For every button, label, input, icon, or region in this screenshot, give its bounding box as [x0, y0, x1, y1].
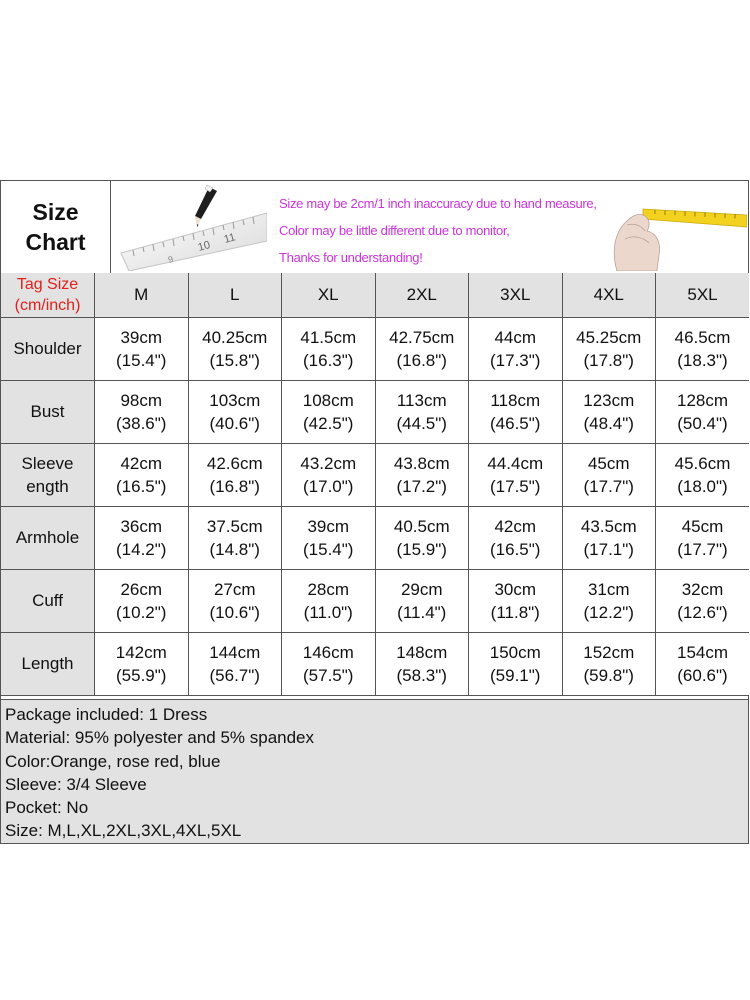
cm-value: 146cm	[302, 642, 354, 662]
inch-value: (11.8")	[490, 602, 540, 622]
cm-value: 39cm	[307, 516, 350, 536]
measurement-cell	[656, 443, 750, 506]
chart-title	[1, 181, 111, 273]
measurement-label: Armhole	[1, 506, 95, 569]
measurement-cell	[469, 443, 563, 506]
info-line: Pocket: No	[5, 798, 89, 818]
cm-value: 41.5cm	[300, 327, 357, 347]
cm-value: 43.8cm	[393, 453, 450, 473]
ruler-number-9: 9	[166, 253, 175, 265]
cm-value: 128cm	[676, 390, 729, 410]
measurement-label: Length	[1, 632, 95, 695]
measurement-cell	[282, 632, 376, 695]
cm-value: 118cm	[490, 390, 541, 410]
cm-value: 39cm	[120, 327, 163, 347]
inch-value: (17.1")	[583, 539, 634, 559]
measurement-label	[1, 443, 95, 506]
ruler-number-11: 11	[222, 231, 237, 246]
inch-value: (59.8")	[583, 665, 634, 685]
cm-value: 45.25cm	[576, 327, 642, 347]
inch-value: (42.5")	[303, 413, 354, 433]
size-header-cell: 5XL	[656, 273, 750, 317]
measurement-cell	[282, 506, 376, 569]
chart-header	[1, 181, 748, 274]
measurement-cell	[656, 380, 750, 443]
cm-value: 31cm	[587, 579, 630, 599]
measurement-row	[1, 317, 749, 380]
measurement-cell	[656, 569, 750, 632]
cm-value: 37.5cm	[206, 516, 263, 536]
tag-size-line2: (cm/inch)	[14, 296, 81, 314]
measurement-cell	[562, 380, 656, 443]
measurement-cell	[188, 380, 282, 443]
inch-value: (60.6")	[677, 665, 728, 685]
measurement-cell	[95, 632, 189, 695]
cm-value: 113cm	[396, 390, 447, 410]
measurement-cell	[188, 569, 282, 632]
cm-value: 42.6cm	[206, 453, 263, 473]
measurement-cell	[95, 443, 189, 506]
inch-value: (46.5")	[490, 413, 541, 433]
info-line: Material: 95% polyester and 5% spandex	[5, 728, 315, 748]
measurement-cell	[469, 317, 563, 380]
measurement-cell	[188, 317, 282, 380]
cm-value: 98cm	[120, 390, 163, 410]
pencil-icon	[195, 185, 217, 227]
inch-value: (55.9")	[116, 665, 167, 685]
cm-value: 42cm	[120, 453, 163, 473]
cm-value: 28cm	[307, 579, 350, 599]
inch-value: (17.8")	[583, 350, 634, 370]
inch-value: (11.0")	[303, 602, 353, 622]
inch-value: (11.4")	[397, 602, 447, 622]
measurement-cell	[562, 317, 656, 380]
size-chart	[0, 180, 749, 844]
measurement-row	[1, 506, 749, 569]
cm-value: 108cm	[302, 390, 354, 410]
measurement-cell	[562, 506, 656, 569]
inch-value: (10.2")	[116, 602, 167, 622]
inch-value: (15.4")	[303, 539, 354, 559]
cm-value: 43.5cm	[580, 516, 637, 536]
measurement-notes	[279, 195, 597, 276]
size-header-cell: L	[188, 273, 282, 317]
size-header-cell: 2XL	[375, 273, 469, 317]
pencil-ruler-icon	[117, 183, 267, 271]
cm-value: 103cm	[209, 390, 261, 410]
measurement-cell	[282, 380, 376, 443]
size-header-cell: 3XL	[469, 273, 563, 317]
measurement-cell	[469, 569, 563, 632]
inch-value: (12.2")	[583, 602, 634, 622]
inch-value: (17.7")	[583, 476, 634, 496]
inch-value: (14.8")	[209, 539, 260, 559]
cm-value: 123cm	[583, 390, 635, 410]
cm-value: 45.6cm	[674, 453, 731, 473]
measurement-label: Cuff	[1, 569, 95, 632]
measurement-cell	[95, 317, 189, 380]
measurement-cell	[375, 380, 469, 443]
measurement-cell	[188, 443, 282, 506]
measurement-cell	[282, 317, 376, 380]
inch-value: (57.5")	[303, 665, 354, 685]
inch-value: (38.6")	[116, 413, 167, 433]
measurement-cell	[375, 569, 469, 632]
cm-value: 36cm	[120, 516, 163, 536]
inch-value: (16.3")	[303, 350, 354, 370]
cm-value: 27cm	[213, 579, 256, 599]
inch-value: (17.2")	[396, 476, 447, 496]
inch-value: (14.2")	[116, 539, 167, 559]
inch-value: (16.5")	[116, 476, 167, 496]
measurement-label-line1: Sleeve	[21, 453, 74, 473]
cm-value: 42.75cm	[389, 327, 455, 347]
measurement-cell	[282, 443, 376, 506]
inch-value: (16.8")	[396, 350, 447, 370]
inch-value: (40.6")	[209, 413, 260, 433]
info-line: Package included: 1 Dress	[5, 705, 208, 724]
cm-value: 26cm	[120, 579, 163, 599]
inch-value: (48.4")	[583, 413, 634, 433]
measurement-cell	[95, 506, 189, 569]
ruler-number-10: 10	[196, 239, 212, 254]
cm-value: 154cm	[676, 642, 729, 662]
size-header-row	[1, 273, 749, 317]
measurement-cell	[562, 632, 656, 695]
inch-value: (18.3")	[677, 350, 728, 370]
inch-value: (59.1")	[490, 665, 541, 685]
inch-value: (10.6")	[209, 602, 260, 622]
cm-value: 45cm	[681, 516, 724, 536]
measurement-cell	[95, 380, 189, 443]
cm-value: 45cm	[587, 453, 630, 473]
cm-value: 142cm	[115, 642, 167, 662]
measurement-cell	[95, 569, 189, 632]
note-line: Size may be 2cm/1 inch inaccuracy due to hand measure,	[279, 196, 597, 211]
cm-value: 44.4cm	[487, 453, 544, 473]
inch-value: (16.5")	[490, 539, 541, 559]
note-line: Thanks for understanding!	[279, 250, 423, 265]
tag-size-line1: Tag Size	[16, 275, 79, 293]
inch-value: (56.7")	[209, 665, 260, 685]
note-line: Color may be little different due to monitor,	[279, 223, 510, 238]
inch-value: (17.3")	[490, 350, 541, 370]
measurement-cell	[656, 632, 750, 695]
cm-value: 152cm	[583, 642, 635, 662]
inch-value: (17.5")	[490, 476, 541, 496]
cm-value: 46.5cm	[674, 327, 731, 347]
measurement-label: Bust	[1, 380, 95, 443]
inch-value: (44.5")	[396, 413, 447, 433]
info-line: Color:Orange, rose red, blue	[5, 751, 221, 771]
inch-value: (15.8")	[209, 350, 260, 370]
info-line: Size: M,L,XL,2XL,3XL,4XL,5XL	[5, 821, 242, 841]
measurement-cell	[188, 632, 282, 695]
inch-value: (18.0")	[677, 476, 728, 496]
inch-value: (16.8")	[209, 476, 260, 496]
size-header-cell: 4XL	[562, 273, 656, 317]
measurement-row	[1, 380, 749, 443]
measurement-row	[1, 443, 749, 506]
measurement-cell	[375, 317, 469, 380]
measurement-row	[1, 632, 749, 695]
hand-measuring-tape-icon	[603, 185, 747, 271]
measurement-cell	[188, 506, 282, 569]
inch-value: (15.9")	[396, 539, 447, 559]
inch-value: (12.6")	[677, 602, 728, 622]
inch-value: (17.0")	[303, 476, 354, 496]
measurement-cell	[282, 569, 376, 632]
measurement-cell	[562, 569, 656, 632]
cm-value: 44cm	[494, 327, 537, 347]
size-header-cell: XL	[282, 273, 376, 317]
cm-value: 144cm	[209, 642, 261, 662]
inch-value: (17.7")	[677, 539, 728, 559]
size-header-cell: M	[95, 273, 189, 317]
measurement-cell	[562, 443, 656, 506]
tag-size-label	[1, 273, 95, 317]
inch-value: (58.3")	[396, 665, 447, 685]
measurement-cell	[656, 506, 750, 569]
measurement-row	[1, 569, 749, 632]
measurement-cell	[469, 506, 563, 569]
measurement-cell	[656, 317, 750, 380]
chart-title-line1: Size	[32, 199, 79, 225]
cm-value: 148cm	[396, 642, 448, 662]
cm-value: 30cm	[494, 579, 537, 599]
measurement-cell	[375, 632, 469, 695]
cm-value: 32cm	[681, 579, 724, 599]
measurement-label-line2: ength	[26, 476, 69, 496]
chart-title-line2: Chart	[25, 229, 86, 255]
cm-value: 150cm	[489, 642, 541, 662]
size-table	[1, 273, 749, 696]
measurement-cell	[469, 380, 563, 443]
measurement-cell	[469, 632, 563, 695]
inch-value: (15.4")	[116, 350, 167, 370]
cm-value: 43.2cm	[300, 453, 357, 473]
measurement-cell	[375, 506, 469, 569]
cm-value: 42cm	[494, 516, 537, 536]
measurement-cell	[375, 443, 469, 506]
cm-value: 40.25cm	[202, 327, 268, 347]
measurement-label: Shoulder	[1, 317, 95, 380]
cm-value: 29cm	[400, 579, 443, 599]
cm-value: 40.5cm	[393, 516, 450, 536]
product-info	[1, 699, 748, 843]
info-line: Sleeve: 3/4 Sleeve	[5, 774, 147, 794]
inch-value: (50.4")	[677, 413, 728, 433]
